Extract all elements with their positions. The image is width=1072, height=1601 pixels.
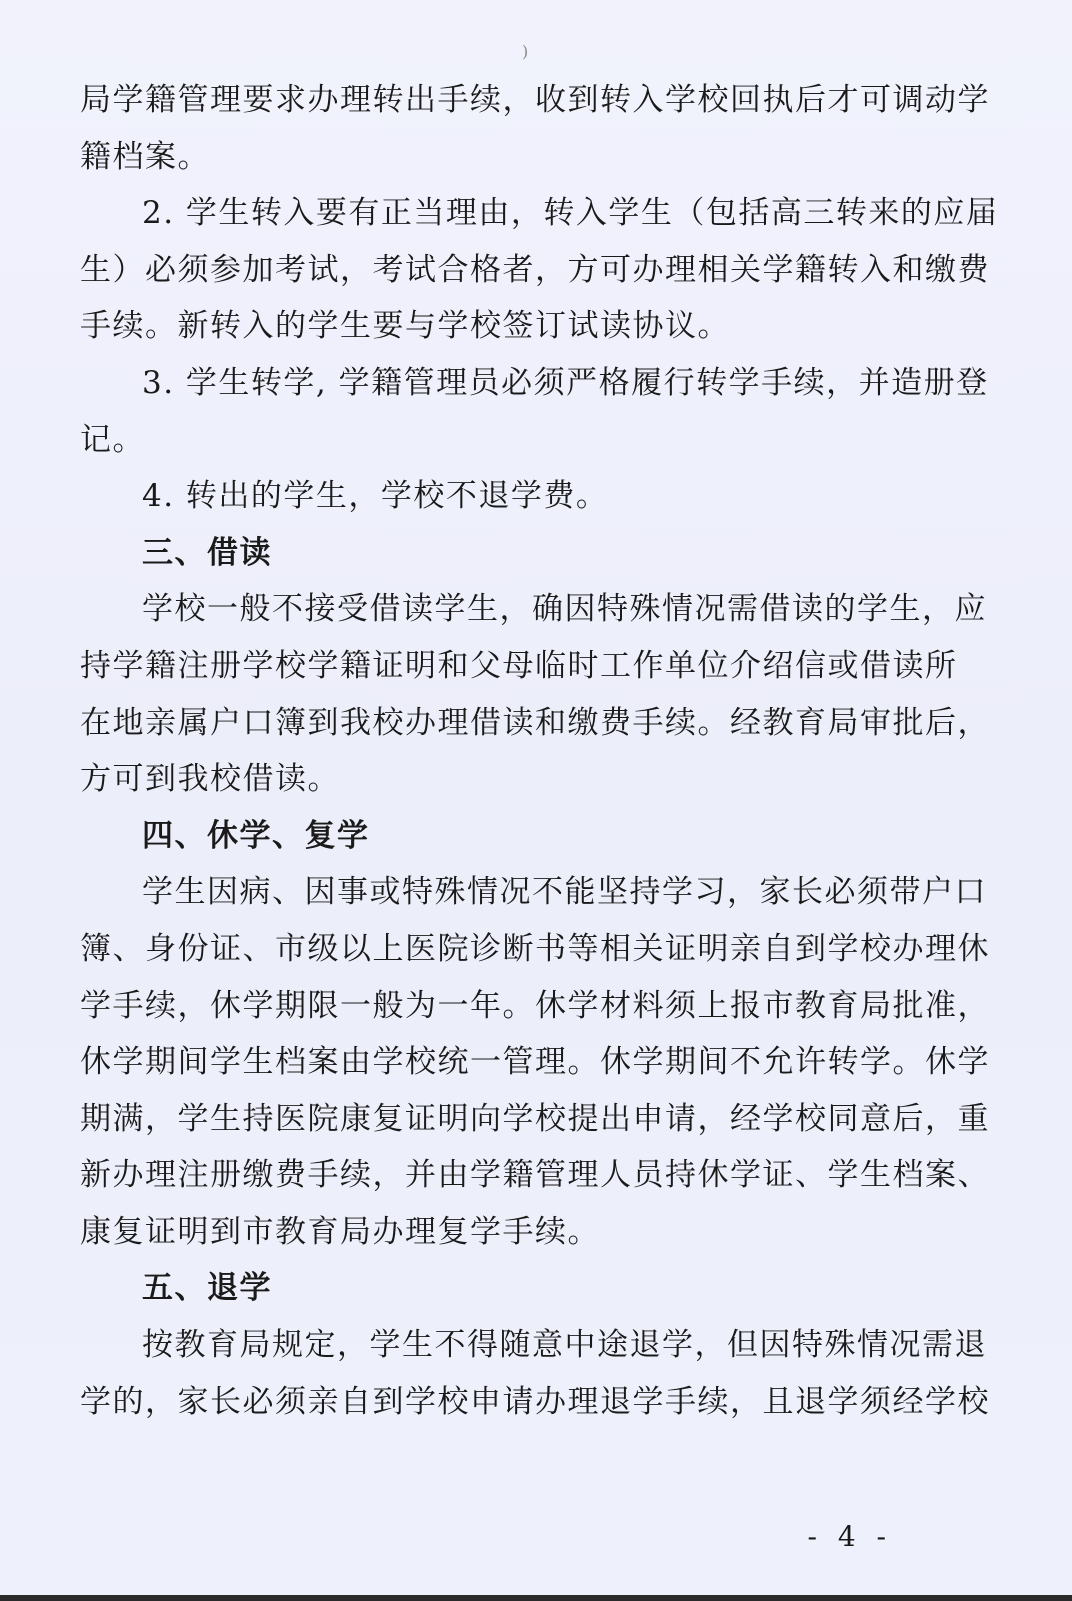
text-line: 簿、身份证、市级以上医院诊断书等相关证明亲自到学校办理休 (80, 930, 990, 967)
text-line: 4. 转出的学生，学校不退学费。 (142, 478, 609, 515)
text-line: 康复证明到市教育局办理复学手续。 (80, 1213, 600, 1250)
text-line: 学手续，休学期限一般为一年。休学材料须上报市教育局批准， (80, 987, 990, 1024)
text-line: 局学籍管理要求办理转出手续，收到转入学校回执后才可调动学 (80, 82, 990, 118)
text-line: 学校一般不接受借读学生，确因特殊情况需借读的学生，应 (142, 591, 987, 628)
section-heading: 四、休学、复学 (142, 817, 370, 854)
text-line: 按教育局规定，学生不得随意中途退学，但因特殊情况需退 (142, 1327, 987, 1364)
scan-mark: ) (522, 42, 529, 61)
section-heading: 三、借读 (142, 534, 272, 571)
text-line: 籍档案。 (80, 138, 210, 175)
text-line: 持学籍注册学校学籍证明和父母临时工作单位介绍信或借读所 (80, 647, 958, 684)
text-line: 新办理注册缴费手续，并由学籍管理人员持休学证、学生档案、 (80, 1157, 990, 1194)
section-heading: 五、退学 (142, 1270, 272, 1307)
text-line: 在地亲属户口簿到我校办理借读和缴费手续。经教育局审批后， (80, 704, 990, 741)
text-line: 方可到我校借读。 (80, 761, 340, 798)
text-line: 学生因病、因事或特殊情况不能坚持学习，家长必须带户口 (142, 874, 987, 911)
text-line: 记。 (80, 421, 145, 458)
text-line: 期满，学生持医院康复证明向学校提出申请，经学校同意后，重 (80, 1100, 990, 1137)
text-line: 2. 学生转入要有正当理由，转入学生（包括高三转来的应届 (142, 195, 999, 232)
text-line: 3. 学生转学, 学籍管理员必须严格履行转学手续，并造册登 (142, 364, 989, 401)
document-body (80, 72, 999, 1430)
text-line: 生）必须参加考试，考试合格者，方可办理相关学籍转入和缴费 (80, 251, 990, 288)
text-line: 手续。新转入的学生要与学校签订试读协议。 (80, 308, 730, 345)
scan-bottom-edge (0, 1595, 1072, 1601)
text-line: 休学期间学生档案由学校统一管理。休学期间不允许转学。休学 (80, 1044, 990, 1081)
page-number: - 4 - (807, 1520, 892, 1553)
text-line: 学的，家长必须亲自到学校申请办理退学手续，且退学须经学校 (80, 1383, 990, 1420)
